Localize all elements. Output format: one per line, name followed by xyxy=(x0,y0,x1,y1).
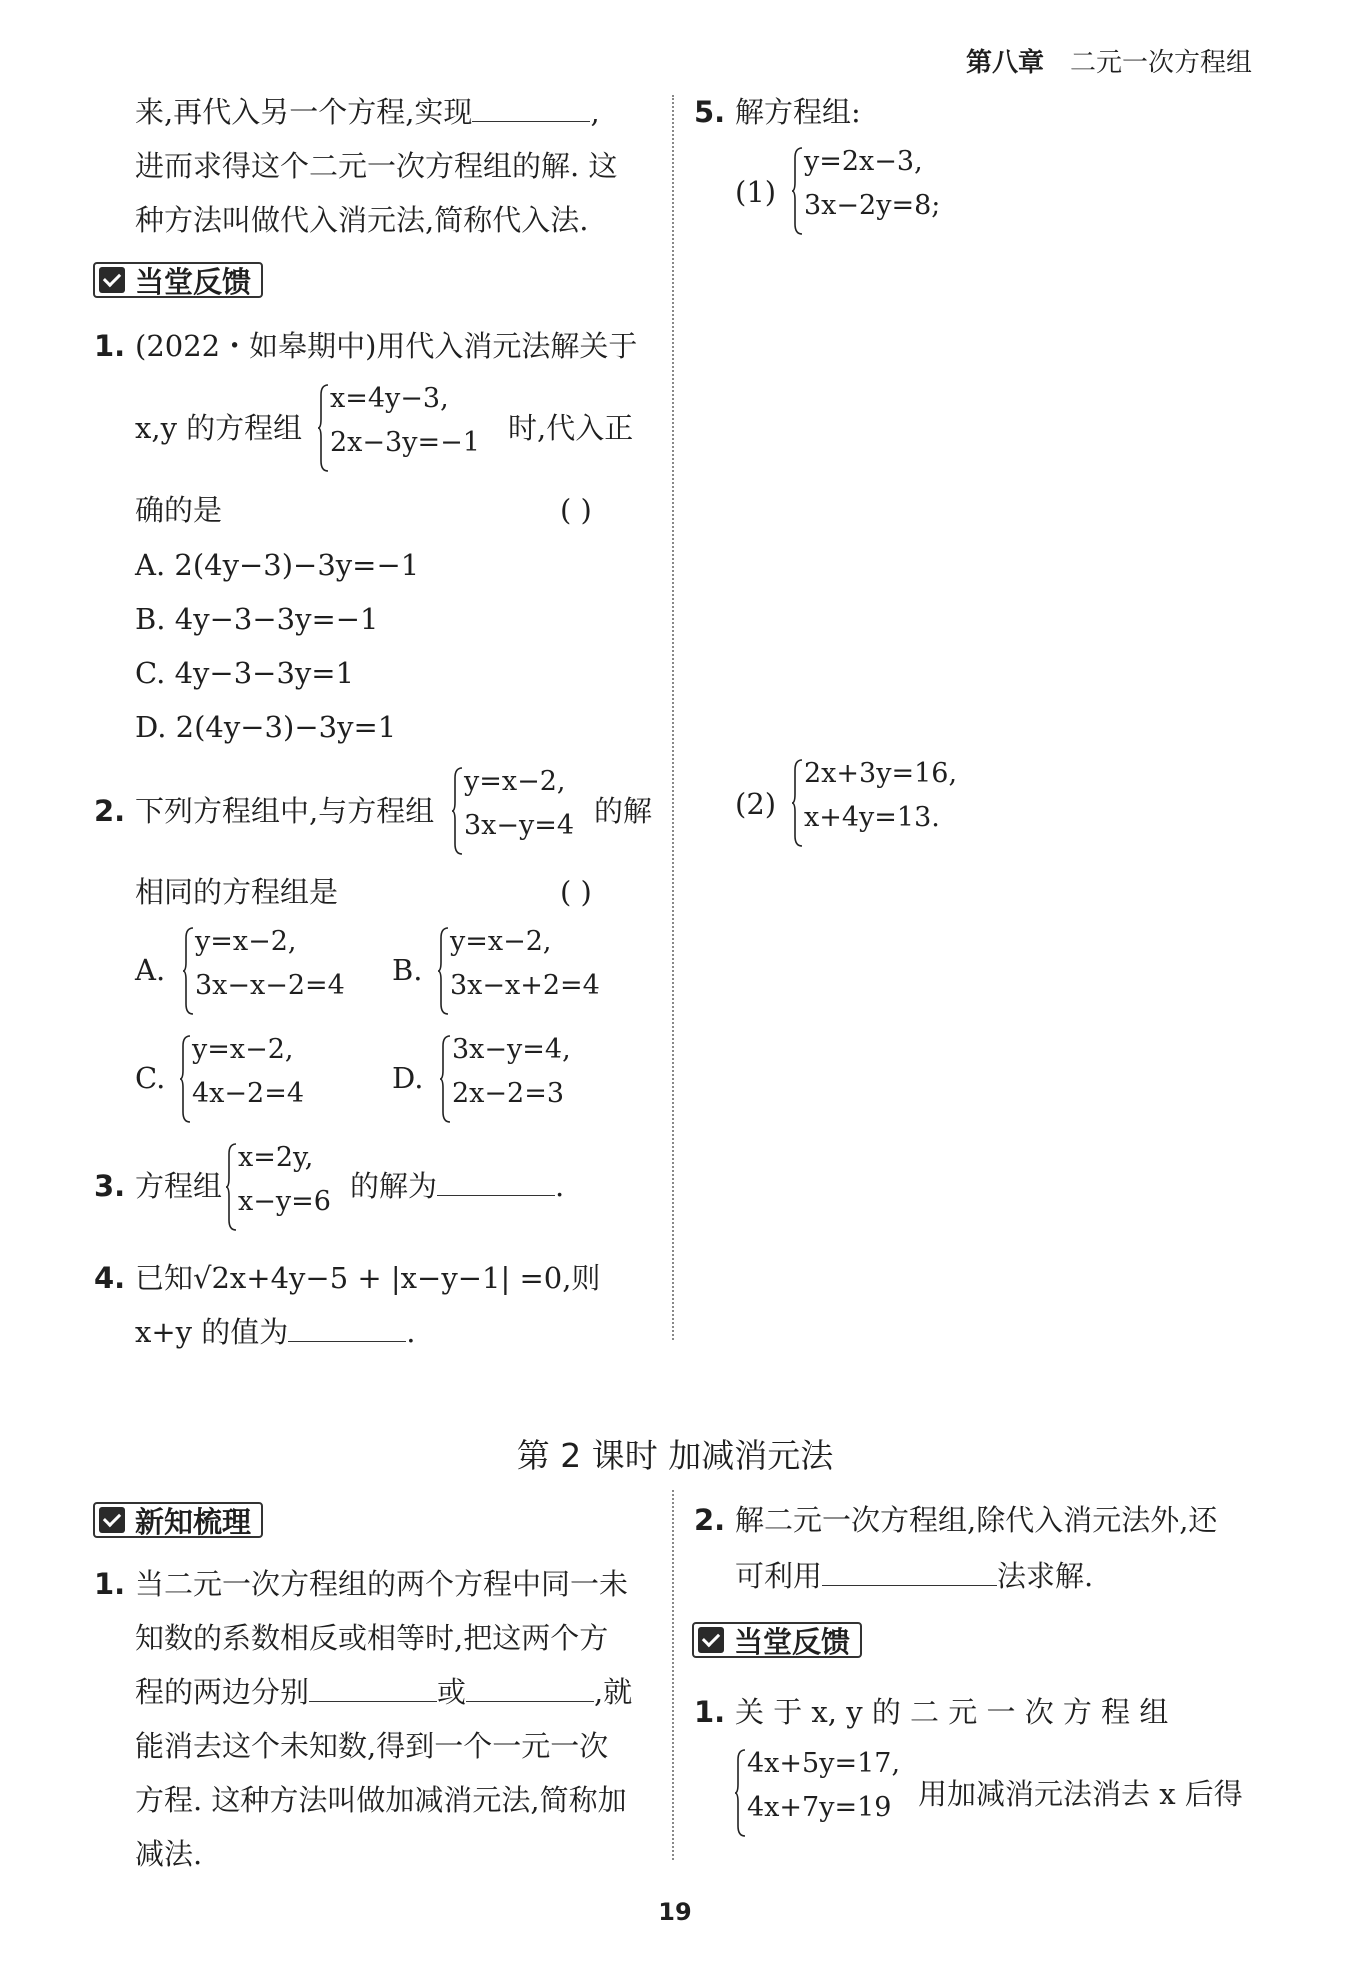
section-badge-feedback: 当堂反馈 xyxy=(93,262,263,298)
section-badge-new-knowledge: 新知梳理 xyxy=(93,1502,263,1538)
question-2: 2. xyxy=(94,794,126,828)
answer-paren: ( ) xyxy=(560,875,592,909)
rb-q2-line1: 解二元一次方程组,除代入消元法外,还 xyxy=(735,1503,1218,1537)
check-icon xyxy=(698,1627,724,1653)
lb-q1-line5: 方程. 这种方法叫做加减消元法,简称加 xyxy=(135,1783,627,1817)
q3-lead: 方程组 xyxy=(135,1169,223,1203)
q2-option-d-label: D. xyxy=(392,1061,424,1095)
chapter-title: 二元一次方程组 xyxy=(1070,48,1253,78)
q1-line3: 确的是 xyxy=(135,493,223,527)
question-5: 5. xyxy=(694,95,726,129)
option-a: A. 2(4y−3)−3y=−1 xyxy=(135,548,420,582)
column-divider-bottom xyxy=(672,1490,674,1860)
brace-icon xyxy=(792,146,804,236)
option-b: B. 4y−3−3y=−1 xyxy=(135,602,379,636)
q2-option-a-label: A. xyxy=(135,953,166,987)
rb-question-2: 2. xyxy=(694,1503,726,1537)
brace-icon xyxy=(183,926,195,1016)
option-d: D. 2(4y−3)−3y=1 xyxy=(135,710,397,744)
rb-q1-trail: 用加减消元法消去 x 后得 xyxy=(918,1777,1243,1811)
q1-lead: x,y 的方程组 xyxy=(135,411,303,445)
q4-line1: 已知√2x+4y−5 + |x−y−1| =0,则 xyxy=(135,1261,601,1295)
brace-icon xyxy=(180,1034,192,1124)
question-1: 1. xyxy=(94,329,126,363)
q5-part2-label: (2) xyxy=(735,787,777,821)
check-icon xyxy=(99,267,125,293)
chapter-label: 第八章 xyxy=(966,48,1045,78)
lb-q1-line4: 能消去这个未知数,得到一个一元一次 xyxy=(135,1729,609,1763)
q1-line1: (2022・如皋期中)用代入消元法解关于 xyxy=(135,329,638,363)
q2-trail: 的解 xyxy=(594,794,653,828)
q3-trail: 的解为 . xyxy=(350,1169,565,1203)
q2-line2: 相同的方程组是 xyxy=(135,875,339,909)
section-badge-feedback-2: 当堂反馈 xyxy=(692,1622,862,1658)
option-c: C. 4y−3−3y=1 xyxy=(135,656,355,690)
q2-option-b-label: B. xyxy=(392,953,423,987)
brace-icon xyxy=(440,1034,452,1124)
intro-line-3: 种方法叫做代入消元法,简称代入法. xyxy=(135,203,589,237)
q2-option-c-label: C. xyxy=(135,1061,166,1095)
question-3: 3. xyxy=(94,1169,126,1203)
lb-q1-line6: 减法. xyxy=(135,1837,203,1871)
page-number: 19 xyxy=(658,1898,692,1926)
lb-q1-line1: 当二元一次方程组的两个方程中同一未 xyxy=(135,1567,629,1601)
intro-line-2: 进而求得这个二元一次方程组的解. 这 xyxy=(135,149,618,183)
q4-line2: x+y 的值为 . xyxy=(135,1315,416,1349)
q2-lead: 下列方程组中,与方程组 xyxy=(135,794,435,828)
rb-q2-line2: 可利用 法求解. xyxy=(735,1559,1094,1593)
lb-q1-line2: 知数的系数相反或相等时,把这两个方 xyxy=(135,1621,609,1655)
brace-icon xyxy=(452,766,464,856)
answer-paren: ( ) xyxy=(560,493,592,527)
lb-q1-line3: 程的两边分别 或 ,就 xyxy=(135,1675,633,1709)
lb-question-1: 1. xyxy=(94,1567,126,1601)
q1-trail: 时,代入正 xyxy=(508,411,634,445)
rb-question-1: 1. xyxy=(694,1695,726,1729)
check-icon xyxy=(99,1507,125,1533)
brace-icon xyxy=(318,383,330,473)
rb-q1-line1: 关 于 x, y 的 二 元 一 次 方 程 组 xyxy=(735,1695,1169,1729)
brace-icon xyxy=(226,1142,238,1232)
intro-line-1: 来,再代入另一个方程,实现 , xyxy=(135,95,600,129)
q5-part1-label: (1) xyxy=(735,175,777,209)
column-divider-top xyxy=(672,95,674,1340)
brace-icon xyxy=(792,758,804,848)
brace-icon xyxy=(735,1748,747,1838)
lesson-title: 第 2 课时 加减消元法 xyxy=(516,1436,834,1475)
q5-title: 解方程组: xyxy=(735,95,861,129)
question-4: 4. xyxy=(94,1261,126,1295)
brace-icon xyxy=(438,926,450,1016)
